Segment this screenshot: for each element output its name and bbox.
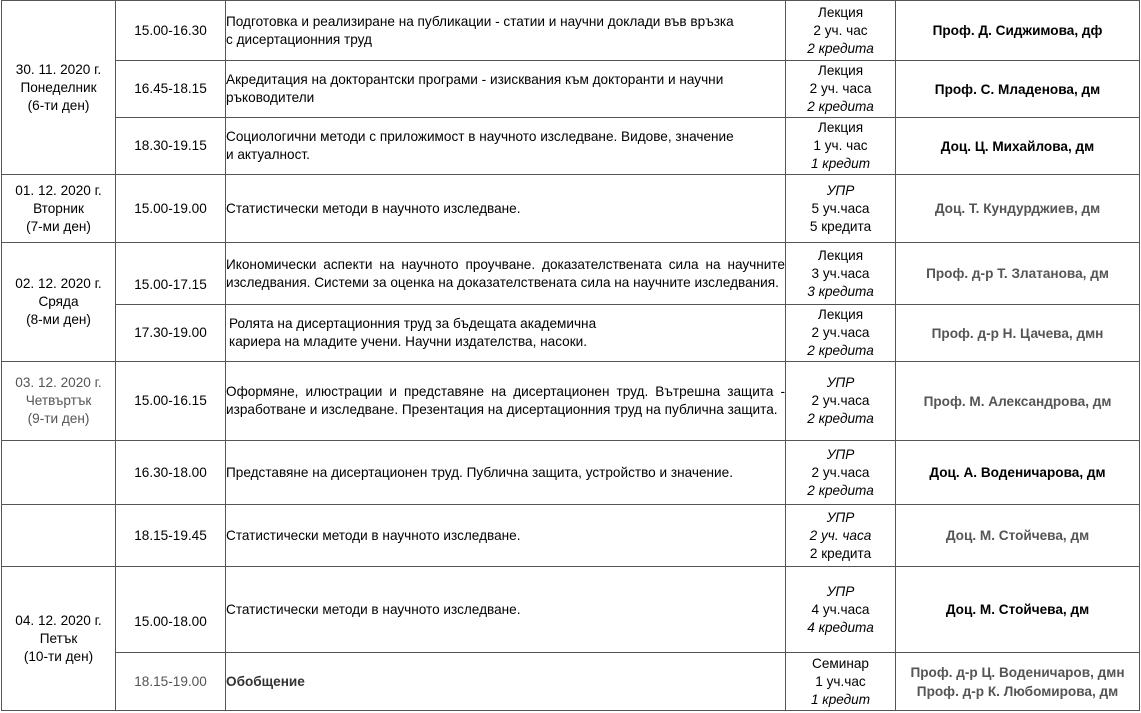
lecturer-name: Проф. С. Младенова, дм <box>934 81 1101 97</box>
type-cell <box>786 61 896 118</box>
topic-cell <box>226 362 786 441</box>
time-cell: 15.00-16.15 <box>116 362 226 441</box>
lecturer-cell <box>896 1 1140 61</box>
lecturer-cell <box>896 567 1140 653</box>
type-cell <box>786 362 896 441</box>
hours: 1 уч.час <box>815 673 866 689</box>
type-cell <box>786 175 896 243</box>
topic-line: кариера на младите учени. Научни издателства, насоки. <box>229 334 588 349</box>
lecturer-cell <box>896 243 1140 305</box>
table-row <box>2 305 1140 362</box>
lecturer-cell <box>896 653 1140 711</box>
session-type: Лекция <box>817 4 864 20</box>
topic-cell <box>226 118 786 175</box>
type-cell <box>786 441 896 505</box>
hours: 5 уч.часа <box>811 200 870 216</box>
table-row <box>2 505 1140 567</box>
lecturer-cell <box>896 61 1140 118</box>
lecturer-name: Проф. д-р Н. Цачева, дмн <box>931 325 1104 341</box>
date-cell <box>2 505 116 567</box>
table-row <box>2 118 1140 175</box>
table-row <box>2 175 1140 243</box>
credits: 5 кредита <box>809 218 872 234</box>
credits: 2 кредита <box>807 99 874 114</box>
type-cell <box>786 305 896 362</box>
hours: 2 уч. часа <box>809 527 872 543</box>
topic-cell <box>226 653 786 711</box>
time-cell: 15.00-19.00 <box>116 175 226 243</box>
topic-text: Икономически аспекти на научното проучване. доказателствената сила на научните изследвания. Системи за оценка на доказателствената сила на научните изследвания. <box>226 256 785 290</box>
topic-line: Представяне на дисертационен труд. Публична защита, устройство и значение. <box>226 464 733 480</box>
topic-line: Акредитация на докторантски програми - изисквания към докторанти и научни <box>226 72 724 87</box>
session-type: Лекция <box>817 247 864 263</box>
weekday: Сряда <box>38 294 79 309</box>
type-cell <box>786 243 896 305</box>
credits: 2 кредита <box>807 343 874 358</box>
lecturer-cell <box>896 362 1140 441</box>
lecturer-name: Проф. д-р Т. Златанова, дм <box>926 266 1109 281</box>
session-type: Лекция <box>817 120 864 135</box>
table-row <box>2 567 1140 653</box>
date-cell <box>2 441 116 505</box>
credits: 2 кредита <box>809 545 872 561</box>
weekday: Петък <box>39 630 78 646</box>
hours: 2 уч. часа <box>809 81 872 96</box>
schedule-table <box>1 0 1140 711</box>
session-type: Семинар <box>812 655 869 671</box>
session-type: УПР <box>826 375 855 390</box>
lecturer-name: Проф. д-р Ц. Воденичаров, дмн <box>910 664 1125 680</box>
topic-cell <box>226 61 786 118</box>
time-cell: 18.15-19.00 <box>116 653 226 711</box>
topic-text: Оформяне, илюстрации и представяне на дисертационен труд. Вътрешна защита - изработване и изследване. Презентация на дисертационния труд на публична защита. <box>226 384 785 417</box>
lecturer-cell <box>896 441 1140 505</box>
day-number: (10-ти ден) <box>23 648 94 664</box>
weekday: Вторник <box>33 200 84 216</box>
time-cell: 18.30-19.15 <box>116 118 226 175</box>
date: 01. 12. 2020 г. <box>15 182 102 198</box>
table-row <box>2 1 1140 61</box>
type-cell <box>786 567 896 653</box>
hours: 2 уч.часа <box>811 325 870 340</box>
hours: 3 уч.часа <box>811 265 870 281</box>
topic-cell <box>226 505 786 567</box>
table-row <box>2 243 1140 305</box>
type-cell <box>786 118 896 175</box>
topic-cell <box>226 567 786 653</box>
table-row <box>2 441 1140 505</box>
hours: 1 уч. час <box>813 138 868 153</box>
topic-cell <box>226 243 786 305</box>
credits: 2 кредита <box>807 411 874 426</box>
table-row <box>2 653 1140 711</box>
date-cell <box>2 567 116 711</box>
date-cell <box>2 243 116 362</box>
topic-line: и актуалност. <box>226 147 310 162</box>
date: 04. 12. 2020 г. <box>15 612 102 628</box>
type-cell <box>786 1 896 61</box>
topic-line: Ролята на дисертационния труд за бъдещата академична <box>229 316 597 331</box>
time-cell: 15.00-16.30 <box>116 1 226 61</box>
topic-line: Подготовка и реализиране на публикации - статии и научни доклади във връзка <box>226 13 734 29</box>
lecturer-cell <box>896 305 1140 362</box>
time-cell: 15.00-17.15 <box>116 243 226 305</box>
day-number: (6-ти ден) <box>27 97 90 113</box>
lecturer-name: Доц. М. Стойчева, дм <box>945 602 1090 617</box>
table-row <box>2 362 1140 441</box>
hours: 2 уч. час <box>813 22 868 38</box>
date: 03. 12. 2020 г. <box>15 375 102 390</box>
type-cell <box>786 505 896 567</box>
credits: 1 кредит <box>810 691 871 707</box>
lecturer-name: Доц. М. Стойчева, дм <box>945 528 1090 543</box>
lecturer-name: Проф. Д. Сиджимова, дф <box>932 23 1103 38</box>
credits: 1 кредит <box>810 156 871 171</box>
date-cell <box>2 1 116 175</box>
topic-line: Статистически методи в научното изследване. <box>226 601 521 617</box>
date: 02. 12. 2020 г. <box>15 276 102 291</box>
time-cell: 17.30-19.00 <box>116 305 226 362</box>
lecturer-name: Доц. Т. Кундурджиев, дм <box>934 201 1101 216</box>
credits: 2 кредита <box>807 482 874 498</box>
topic-cell <box>226 1 786 61</box>
table-row <box>2 61 1140 118</box>
topic-line: Статистически методи в научното изследване. <box>226 527 521 543</box>
topic-line: ръководители <box>226 90 315 105</box>
time-cell: 18.15-19.45 <box>116 505 226 567</box>
credits: 2 кредита <box>807 40 874 56</box>
hours: 4 уч.часа <box>811 601 870 617</box>
session-type: УПР <box>826 182 855 198</box>
lecturer-name: Доц. Ц. Михайлова, дм <box>940 138 1095 154</box>
session-type: Лекция <box>817 307 864 322</box>
topic-line: с дисертационния труд <box>226 31 372 47</box>
lecturer-name: Проф. д-р К. Любомирова, дм <box>916 683 1119 699</box>
date-cell <box>2 175 116 243</box>
date: 30. 11. 2020 г. <box>15 61 102 77</box>
session-type: УПР <box>826 446 855 462</box>
session-type: УПР <box>826 583 855 599</box>
session-type: Лекция <box>817 63 864 78</box>
time-cell: 16.45-18.15 <box>116 61 226 118</box>
day-number: (9-ти ден) <box>27 411 90 426</box>
topic-line: Социологични методи с приложимост в научното изследване. Видове, значение <box>226 129 734 144</box>
lecturer-name: Проф. М. Александрова, дм <box>923 393 1112 409</box>
topic-cell <box>226 175 786 243</box>
day-number: (7-ми ден) <box>26 218 91 234</box>
session-type: УПР <box>826 509 855 525</box>
hours: 2 уч.часа <box>811 393 870 408</box>
lecturer-cell <box>896 505 1140 567</box>
weekday: Четвъртък <box>25 393 92 408</box>
credits: 3 кредита <box>807 283 874 299</box>
topic-cell <box>226 441 786 505</box>
day-number: (8-ми ден) <box>26 312 91 327</box>
hours: 2 уч.часа <box>811 464 870 480</box>
topic-cell <box>226 305 786 362</box>
lecturer-cell <box>896 118 1140 175</box>
time-cell: 16.30-18.00 <box>116 441 226 505</box>
date-cell <box>2 362 116 441</box>
lecturer-cell <box>896 175 1140 243</box>
credits: 4 кредита <box>807 619 874 635</box>
weekday: Понеделник <box>20 79 97 95</box>
lecturer-name: Доц. А. Воденичарова, дм <box>929 465 1106 480</box>
topic-line: Обобщение <box>226 673 305 689</box>
type-cell <box>786 653 896 711</box>
topic-line: Статистически методи в научното изследване. <box>226 200 521 216</box>
time-cell: 15.00-18.00 <box>116 567 226 653</box>
